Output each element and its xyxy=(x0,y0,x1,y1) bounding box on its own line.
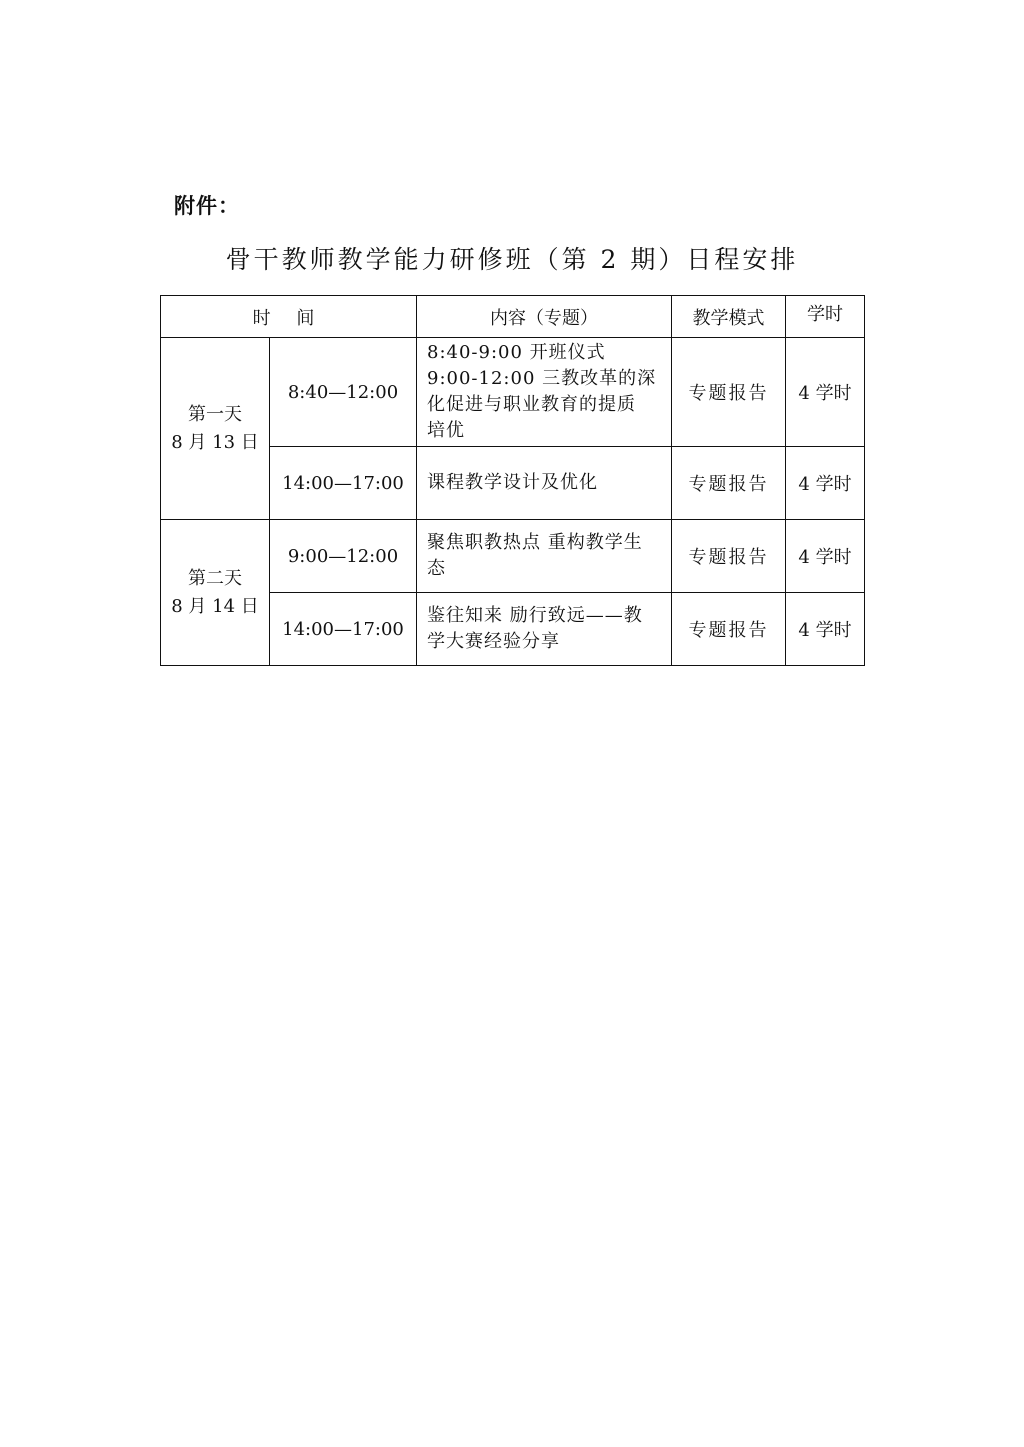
session-time: 8:40—12:00 xyxy=(270,338,417,447)
day-label: 第二天 xyxy=(188,567,242,589)
header-mode: 教学模式 xyxy=(672,296,786,338)
session-content xyxy=(417,593,672,666)
content-line: 化促进与职业教育的提质 xyxy=(427,394,637,415)
header-content: 内容（专题） xyxy=(417,296,672,338)
session-time: 14:00—17:00 xyxy=(270,593,417,666)
session-mode: 专题报告 xyxy=(672,338,786,447)
content-line: 课程教学设计及优化 xyxy=(427,472,599,493)
content-line: 9:00-12:00 三教改革的深 xyxy=(427,368,657,389)
session-mode: 专题报告 xyxy=(672,593,786,666)
day-cell xyxy=(161,338,270,520)
date-label: 8 月 14 日 xyxy=(171,595,259,617)
session-content xyxy=(417,447,672,520)
session-hours: 4 学时 xyxy=(786,447,865,520)
content-line: 态 xyxy=(427,558,447,579)
session-content xyxy=(417,520,672,593)
session-mode: 专题报告 xyxy=(672,447,786,520)
table-row xyxy=(161,338,865,447)
schedule-table xyxy=(160,295,865,666)
content-line: 聚焦职教热点 重构教学生 xyxy=(427,532,643,553)
session-time: 9:00—12:00 xyxy=(270,520,417,593)
content-line: 培优 xyxy=(427,420,466,441)
day-cell xyxy=(161,520,270,666)
session-hours: 4 学时 xyxy=(786,520,865,593)
session-mode: 专题报告 xyxy=(672,520,786,593)
session-content xyxy=(417,338,672,447)
content-line: 鉴往知来 励行致远——教 xyxy=(427,605,643,626)
session-hours: 4 学时 xyxy=(786,593,865,666)
attachment-label: 附件： xyxy=(174,194,240,218)
table-row xyxy=(161,520,865,593)
day-label: 第一天 xyxy=(188,403,242,425)
header-time: 时 间 xyxy=(161,296,417,338)
session-hours: 4 学时 xyxy=(786,338,865,447)
header-hours: 学时 xyxy=(786,296,865,338)
session-time: 14:00—17:00 xyxy=(270,447,417,520)
content-line: 8:40-9:00 开班仪式 xyxy=(427,342,606,363)
content-line: 学大赛经验分享 xyxy=(427,631,561,652)
table-header-row xyxy=(161,296,865,338)
document-title: 骨干教师教学能力研修班（第 2 期）日程安排 xyxy=(225,245,799,274)
date-label: 8 月 13 日 xyxy=(171,431,259,453)
